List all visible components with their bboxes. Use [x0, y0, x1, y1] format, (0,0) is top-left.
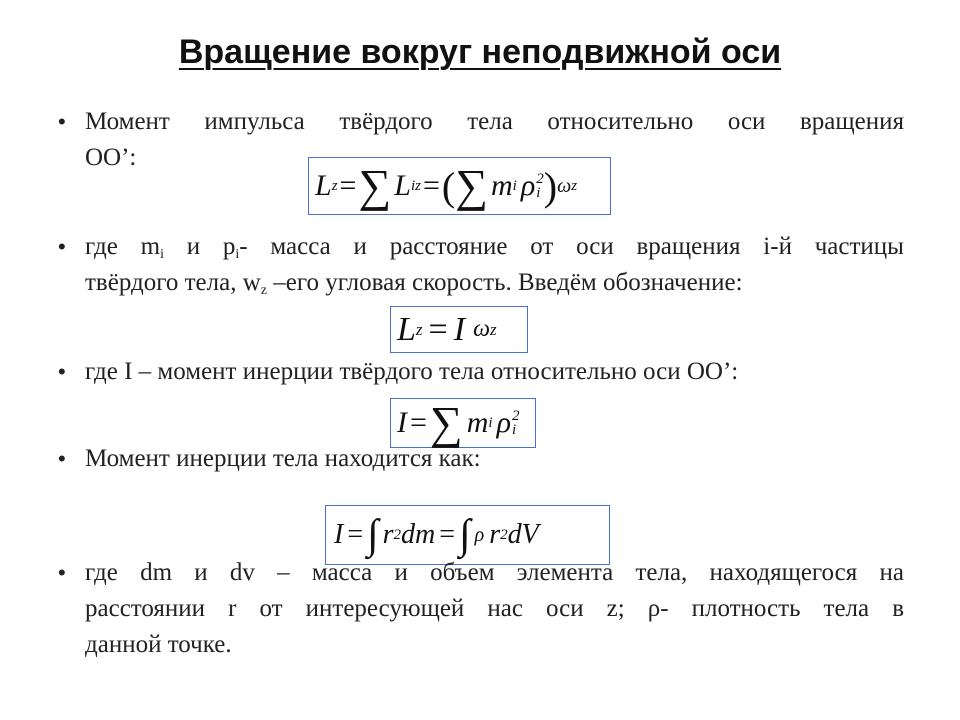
- item-2-line-2: твёрдого тела, $w_z$ –его угловая скорость. Введём обозначение:: [85, 269, 743, 298]
- item-5-line-3: данной точке.: [85, 631, 232, 658]
- bullet-item-5: [58, 555, 904, 663]
- bullet-marker: •: [58, 234, 66, 259]
- bullet-marker: •: [58, 109, 66, 134]
- formula-moment-of-inertia-sum: I = ∑ m i ρ 2 i: [390, 398, 536, 448]
- sum-symbol: ∑: [429, 397, 463, 448]
- bullet-item-4: [58, 441, 904, 477]
- bullet-item-3: [58, 354, 904, 390]
- item-2-line-1: где $m_i$ и $p_i-$ масса и расстояние от оси вращения i-й частицы: [85, 233, 904, 262]
- item-1-line-2: ОО’:: [85, 144, 137, 171]
- item-5-line-1: где dm и dv – масса и объем элемента тела, находящегося на: [85, 559, 904, 586]
- item-1-line-1: Момент импульса твёрдого тела относительно оси вращения: [85, 108, 904, 135]
- bullet-marker: •: [58, 359, 66, 384]
- item-4-line-1: Момент инерции тела находится как:: [85, 445, 481, 472]
- bullet-item-2: [58, 229, 904, 301]
- integral-symbol: ∫: [367, 512, 379, 558]
- sum-symbol: ∑: [455, 160, 488, 211]
- formula-angular-momentum-sum: L z = ∑ L iz = ( ∑ m i ρ 2 i ) ω z: [308, 157, 611, 215]
- sum-symbol: ∑: [358, 160, 392, 211]
- slide-title: Вращение вокруг неподвижной оси: [178, 33, 782, 71]
- item-5-line-2: расстоянии r от интересующей нас оси z; ρ- плотность тела в: [85, 595, 904, 622]
- bullet-marker: •: [58, 560, 66, 585]
- integral-symbol: ∫: [459, 512, 471, 558]
- formula-lz-equals-i-omega: L z = I ω z: [390, 306, 528, 353]
- bullet-marker: •: [58, 446, 66, 471]
- formula-moment-of-inertia-integral: I = ∫ r 2 dm = ∫ ρ r 2 dV: [325, 505, 610, 565]
- item-3-line-1: где I – момент инерции твёрдого тела относительно оси ОО’:: [85, 358, 739, 385]
